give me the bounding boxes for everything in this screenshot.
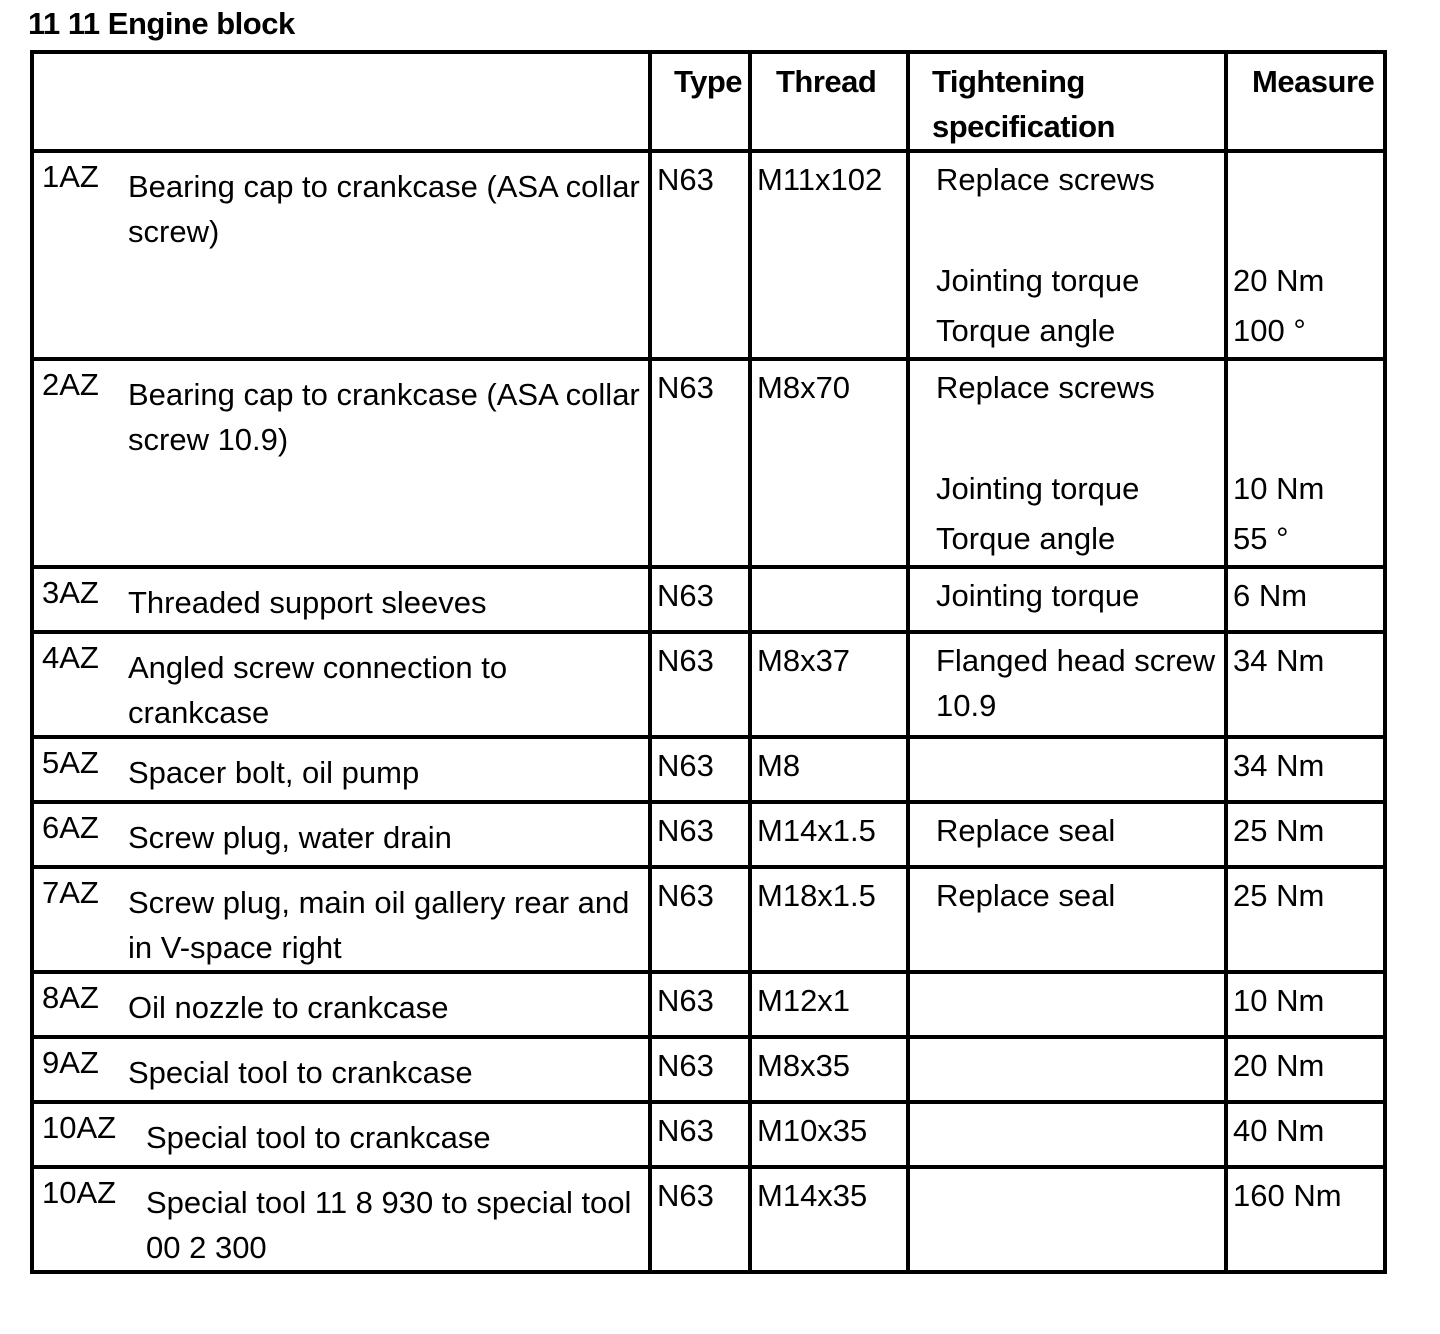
table-row [32, 1167, 1385, 1272]
row-measure [1226, 632, 1385, 737]
spec-line [936, 217, 1224, 262]
measure-line: 25 Nm [1233, 878, 1325, 913]
row-type: N63 [650, 1102, 750, 1167]
row-type: N63 [650, 359, 750, 567]
measure-line-empty [1233, 369, 1383, 425]
row-description: Bearing cap to crankcase (ASA collar screw 10.9) [128, 377, 640, 457]
measure-line-empty [1233, 217, 1383, 262]
spec-line [936, 1047, 1224, 1092]
table-row [32, 1102, 1385, 1167]
row-measure [1226, 567, 1385, 632]
row-code: 1AZ [42, 159, 99, 194]
row-thread: M8x35 [750, 1037, 908, 1102]
row-thread: M18x1.5 [750, 867, 908, 972]
row-code: 10AZ [42, 1110, 117, 1145]
row-measure [1226, 867, 1385, 972]
row-description: Special tool to crankcase [128, 1055, 473, 1090]
measure-line: 10 Nm [1233, 471, 1325, 506]
row-type: N63 [650, 632, 750, 737]
measure-line: 100 ° [1233, 313, 1306, 348]
row-tightening-spec [908, 632, 1226, 737]
spec-line [936, 982, 1224, 1027]
document-title: 11 11 Engine block [28, 6, 295, 41]
row-tightening-spec [908, 972, 1226, 1037]
row-tightening-spec [908, 359, 1226, 567]
row-code: 9AZ [42, 1045, 99, 1080]
row-type: N63 [650, 1037, 750, 1102]
row-code: 7AZ [42, 875, 99, 910]
row-tightening-spec [908, 1167, 1226, 1272]
row-tightening-spec [908, 802, 1226, 867]
row-code: 3AZ [42, 575, 99, 610]
row-thread: M8 [750, 737, 908, 802]
engine-block-spec-table [30, 50, 1387, 1274]
row-description: Bearing cap to crankcase (ASA collar screw) [128, 169, 640, 249]
row-type: N63 [650, 567, 750, 632]
row-description: Special tool 11 8 930 to special tool 00 2 300 [146, 1185, 632, 1265]
row-code: 5AZ [42, 745, 99, 780]
measure-line: 40 Nm [1233, 1113, 1325, 1148]
row-description-cell [32, 1102, 650, 1167]
row-thread: M11x102 [750, 151, 908, 359]
row-description: Screw plug, main oil gallery rear and in V-space right [128, 885, 630, 965]
table-row [32, 737, 1385, 802]
row-description: Angled screw connection to crankcase [128, 650, 508, 730]
row-thread: M10x35 [750, 1102, 908, 1167]
row-thread: M12x1 [750, 972, 908, 1037]
row-tightening-spec [908, 867, 1226, 972]
row-thread: M8x37 [750, 632, 908, 737]
row-measure [1226, 359, 1385, 567]
table-row [32, 802, 1385, 867]
spec-line: Jointing torque [936, 578, 1140, 613]
row-tightening-spec [908, 1102, 1226, 1167]
row-thread: M14x35 [750, 1167, 908, 1272]
measure-line: 6 Nm [1233, 578, 1308, 613]
row-code: 4AZ [42, 640, 99, 675]
header-thread: Thread [750, 52, 908, 151]
row-description-cell [32, 1167, 650, 1272]
row-description-cell [32, 359, 650, 567]
table-row [32, 972, 1385, 1037]
measure-line: 25 Nm [1233, 813, 1325, 848]
header-tightening-specification: Tightening specification [908, 52, 1226, 151]
spec-line: Jointing torque [936, 263, 1140, 298]
row-description-cell [32, 867, 650, 972]
row-measure [1226, 1167, 1385, 1272]
measure-line: 20 Nm [1233, 263, 1325, 298]
row-tightening-spec [908, 567, 1226, 632]
measure-line: 160 Nm [1233, 1178, 1342, 1213]
row-type: N63 [650, 1167, 750, 1272]
row-thread: M14x1.5 [750, 802, 908, 867]
spec-line: Torque angle [936, 313, 1116, 348]
spec-line: Jointing torque [936, 471, 1140, 506]
table-header-row [32, 52, 1385, 151]
header-description [32, 52, 650, 151]
spec-line [936, 425, 1224, 470]
spec-line [936, 747, 1224, 792]
measure-line: 55 ° [1233, 521, 1289, 556]
row-type: N63 [650, 972, 750, 1037]
header-type: Type [650, 52, 750, 151]
row-description-cell [32, 632, 650, 737]
row-code: 2AZ [42, 367, 99, 402]
spec-line: Replace seal [936, 813, 1116, 848]
row-tightening-spec [908, 151, 1226, 359]
row-description: Screw plug, water drain [128, 820, 452, 855]
row-description-cell [32, 972, 650, 1037]
measure-line: 10 Nm [1233, 983, 1325, 1018]
row-type: N63 [650, 802, 750, 867]
row-measure [1226, 151, 1385, 359]
row-type: N63 [650, 151, 750, 359]
header-measure: Measure [1226, 52, 1385, 151]
spec-line: Replace screws [936, 162, 1155, 197]
measure-line: 34 Nm [1233, 643, 1325, 678]
row-code: 6AZ [42, 810, 99, 845]
row-type: N63 [650, 737, 750, 802]
row-thread: M8x70 [750, 359, 908, 567]
row-measure [1226, 802, 1385, 867]
table-row [32, 359, 1385, 567]
table-row [32, 151, 1385, 359]
row-description-cell [32, 737, 650, 802]
row-description-cell [32, 1037, 650, 1102]
row-description-cell [32, 567, 650, 632]
spec-line [936, 1112, 1224, 1157]
row-description-cell [32, 151, 650, 359]
row-thread [750, 567, 908, 632]
measure-line: 34 Nm [1233, 748, 1325, 783]
row-measure [1226, 737, 1385, 802]
table-row [32, 867, 1385, 972]
row-measure [1226, 1102, 1385, 1167]
measure-line: 20 Nm [1233, 1048, 1325, 1083]
table-row [32, 1037, 1385, 1102]
spec-text: Flanged head screw 10.9 [936, 643, 1216, 723]
row-type: N63 [650, 867, 750, 972]
spec-line [936, 1177, 1224, 1222]
row-tightening-spec [908, 1037, 1226, 1102]
measure-line-empty [1233, 425, 1383, 470]
row-tightening-spec [908, 737, 1226, 802]
row-description: Threaded support sleeves [128, 585, 487, 620]
row-description: Oil nozzle to crankcase [128, 990, 449, 1025]
table-row [32, 567, 1385, 632]
row-code: 8AZ [42, 980, 99, 1015]
row-measure [1226, 972, 1385, 1037]
spec-line: Replace seal [936, 878, 1116, 913]
table-row [32, 632, 1385, 737]
spec-line: Replace screws [936, 370, 1155, 405]
row-measure [1226, 1037, 1385, 1102]
row-description: Special tool to crankcase [146, 1120, 491, 1155]
row-code: 10AZ [42, 1175, 117, 1210]
measure-line-empty [1233, 161, 1383, 217]
spec-line: Torque angle [936, 521, 1116, 556]
row-description: Spacer bolt, oil pump [128, 755, 420, 790]
row-description-cell [32, 802, 650, 867]
